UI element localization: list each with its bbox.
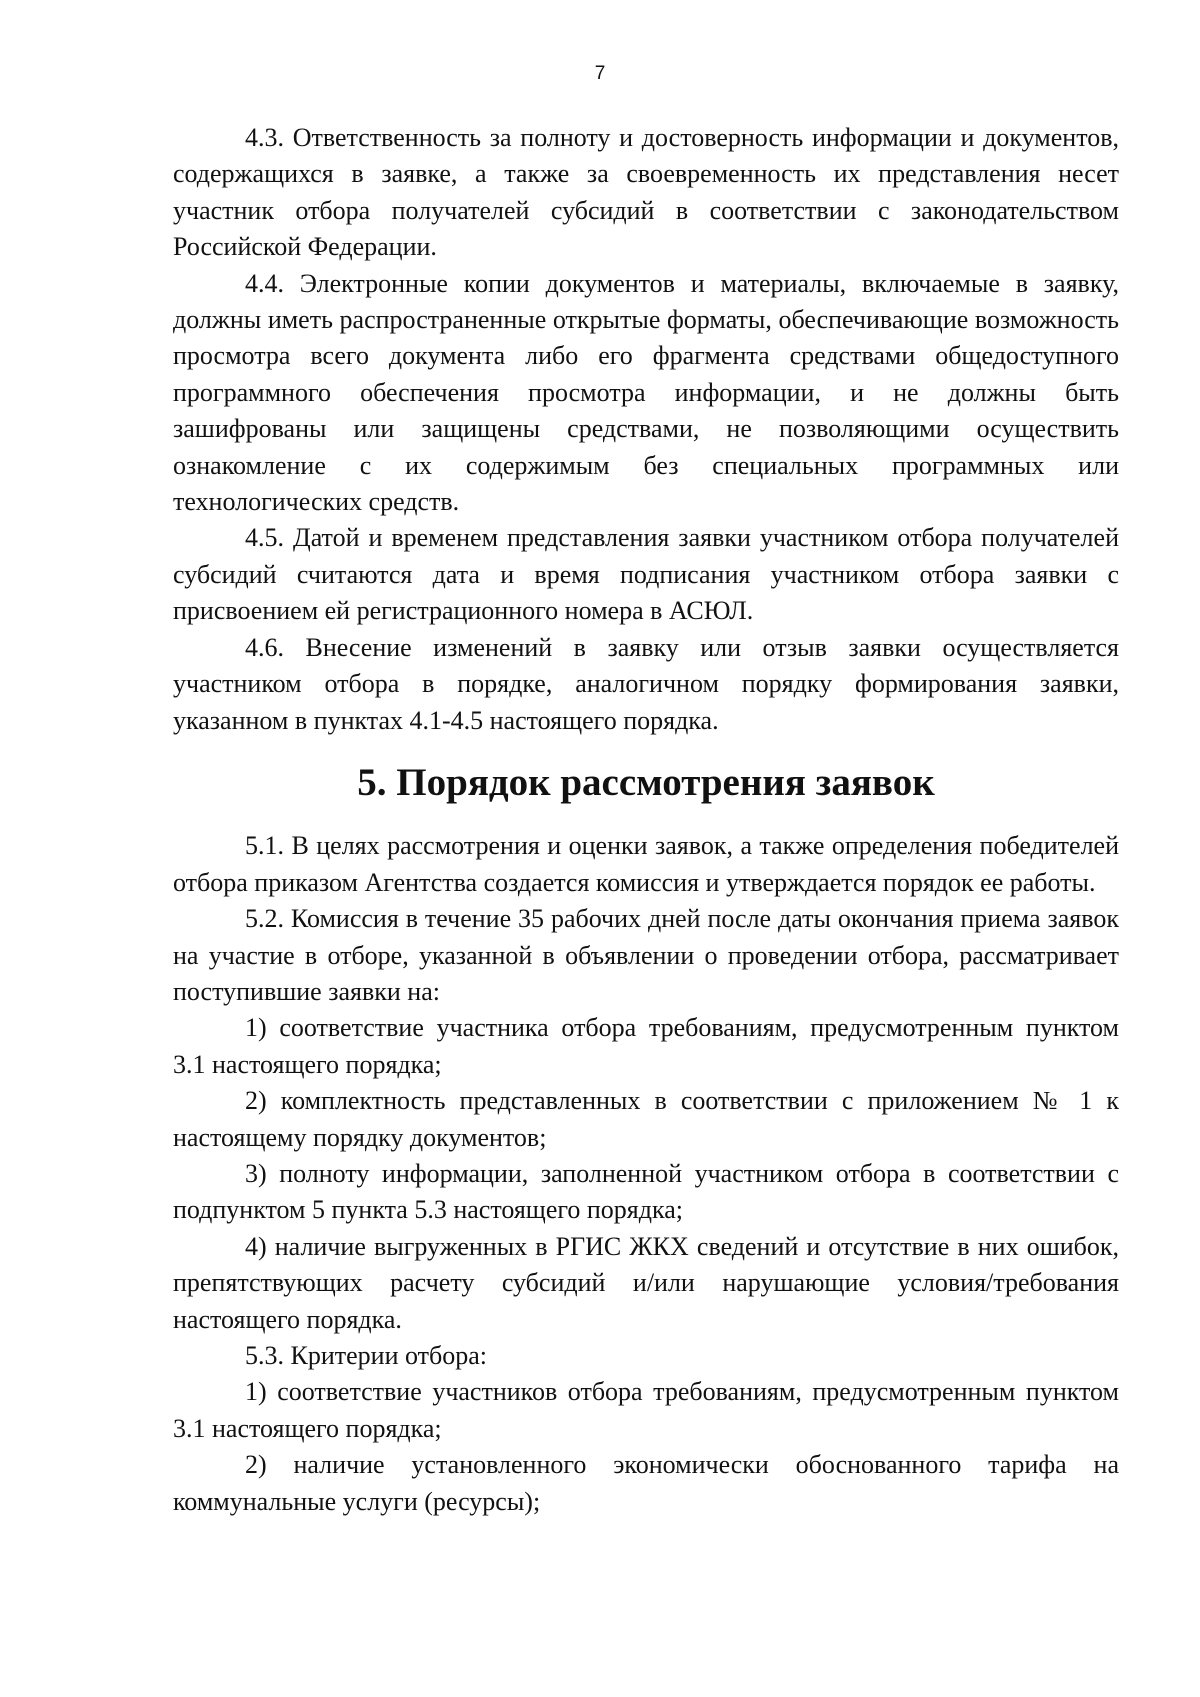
list-item-5-2-3: 3) полноту информации, заполненной участником отбора в соответствии с подпунктом 5 пункта 5.3 настоящего порядка; [173, 1158, 1119, 1225]
list-item-5-3-1: 1) соответствие участников отбора требованиям, предусмотренным пунктом 3.1 настоящего порядка; [173, 1377, 1119, 1443]
list-item-5-2-4: 4) наличие выгруженных в РГИС ЖКХ сведений и отсутствие в них ошибок, препятствующих расчету субсидий и/или нарушающие условия/требования настоящего порядка. [173, 1231, 1119, 1334]
list-item-5-2-1: 1) соответствие участника отбора требованиям, предусмотренным пунктом 3.1 настоящего порядка; [173, 1013, 1119, 1079]
paragraph-4-6: 4.6. Внесение изменений в заявку или отзыв заявки осуществляется участником отбора в порядке, аналогичном порядку формирования заявки, указанном в пунктах 4.1-4.5 настоящего порядка. [173, 632, 1119, 735]
paragraph-4-5: 4.5. Датой и временем представления заявки участником отбора получателей субсидий считаются дата и время подписания участником отбора заявки с присвоением ей регистрационного номера в АСЮЛ. [173, 523, 1119, 626]
paragraph-5-2: 5.2. Комиссия в течение 35 рабочих дней после даты окончания приема заявок на участие в отборе, указанной в объявлении о проведении отбора, рассматривает поступившие заявки на: [173, 904, 1119, 1006]
list-item-5-2-2: 2) комплектность представленных в соответствии с приложением № 1 к настоящему порядку документов; [173, 1086, 1119, 1152]
paragraph-5-3: 5.3. Критерии отбора: [245, 1341, 487, 1370]
list-item-5-3-2: 2) наличие установленного экономически обоснованного тарифа на коммунальные услуги (ресурсы); [173, 1450, 1119, 1516]
paragraph-4-4: 4.4. Электронные копии документов и материалы, включаемые в заявку, должны иметь распространенные открытые форматы, обеспечивающие возможность просмотра всего документа либо его фрагмента средствами общедоступного программного обеспечения просмотра информации, и не должны быть зашифрованы или защищены средствами, не позволяющими осуществить ознакомление с их содержимым без специальных программных или технологических средств. [173, 268, 1119, 517]
paragraph-5-1: 5.1. В целях рассмотрения и оценки заявок, а также определения победителей отбора приказом Агентства создается комиссия и утверждается порядок ее работы. [173, 831, 1119, 897]
page-number: 7 [594, 63, 606, 84]
document-body [173, 120, 1119, 1520]
paragraph-4-3: 4.3. Ответственность за полноту и достоверность информации и документов, содержащихся в заявке, а также за своевременность их представления несет участник отбора получателей субсидий в соответствии с законодательством Российской Федерации. [173, 123, 1119, 262]
section-heading: 5. Порядок рассмотрения заявок [357, 760, 935, 804]
